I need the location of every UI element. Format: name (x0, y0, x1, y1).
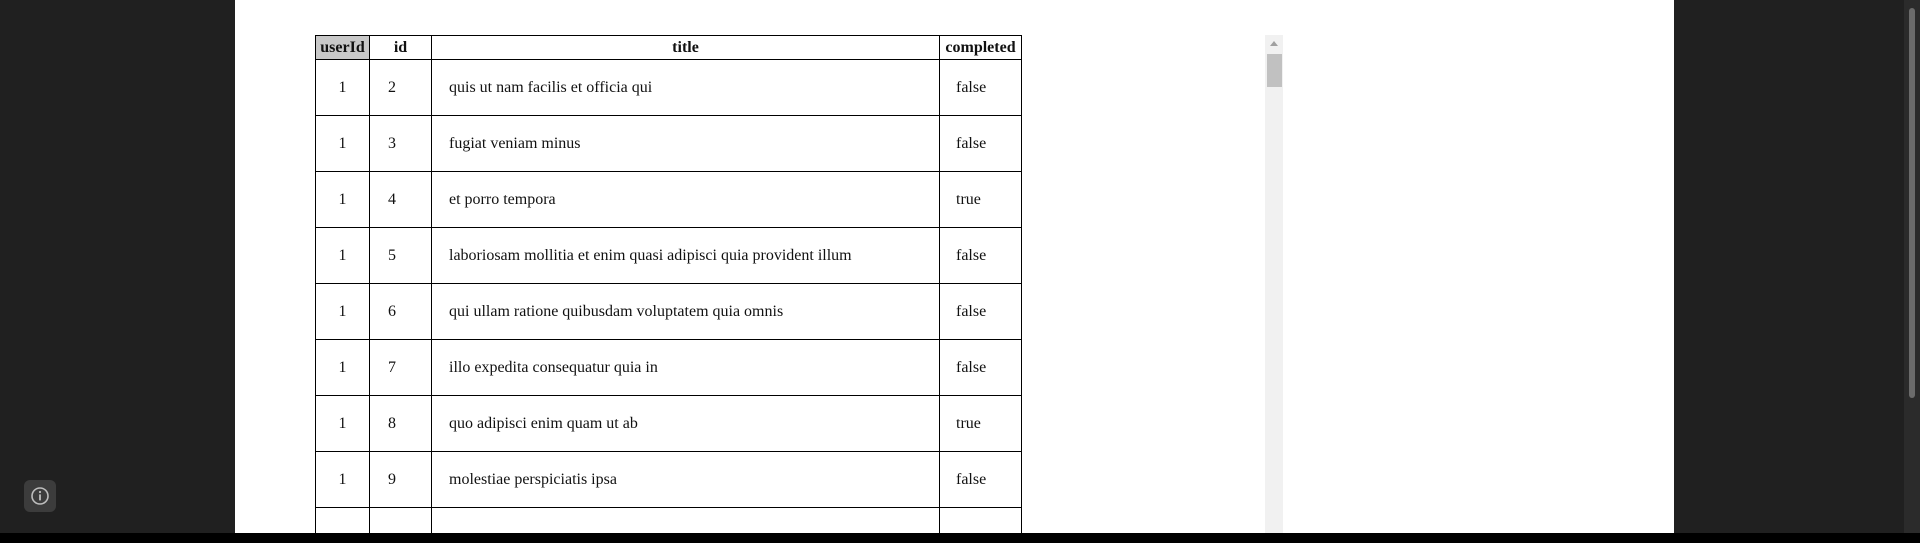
cell-completed: false (940, 340, 1022, 396)
cell-userid: 1 (316, 340, 370, 396)
cell-completed: true (940, 396, 1022, 452)
cell-title (432, 508, 940, 534)
header-title[interactable]: title (432, 36, 940, 60)
cell-title: quo adipisci enim quam ut ab (432, 396, 940, 452)
cell-userid (316, 508, 370, 534)
cell-title: et porro tempora (432, 172, 940, 228)
cell-title: qui ullam ratione quibusdam voluptatem quia omnis (432, 284, 940, 340)
table-container (315, 35, 1055, 533)
table-row (316, 60, 1022, 116)
left-margin (0, 0, 235, 533)
info-icon (30, 486, 50, 506)
window-scrollbar-thumb[interactable] (1909, 8, 1915, 398)
table-scrollbar[interactable] (1265, 35, 1283, 533)
cell-id: 6 (370, 284, 432, 340)
table-row (316, 340, 1022, 396)
header-id[interactable]: id (370, 36, 432, 60)
table-row (316, 452, 1022, 508)
cell-id: 8 (370, 396, 432, 452)
todos-table (315, 35, 1022, 533)
info-button[interactable] (24, 480, 56, 512)
cell-title: illo expedita consequatur quia in (432, 340, 940, 396)
cell-id: 5 (370, 228, 432, 284)
cell-title: molestiae perspiciatis ipsa (432, 452, 940, 508)
cell-completed: false (940, 452, 1022, 508)
cell-completed: false (940, 284, 1022, 340)
cell-userid: 1 (316, 228, 370, 284)
cell-completed: false (940, 60, 1022, 116)
cell-title: laboriosam mollitia et enim quasi adipisci quia provident illum (432, 228, 940, 284)
cell-id (370, 508, 432, 534)
cell-userid: 1 (316, 396, 370, 452)
cell-title: quis ut nam facilis et officia qui (432, 60, 940, 116)
cell-title: fugiat veniam minus (432, 116, 940, 172)
cell-completed (940, 508, 1022, 534)
table-header-row (316, 36, 1022, 60)
cell-userid: 1 (316, 452, 370, 508)
table-scrollbar-thumb[interactable] (1267, 54, 1282, 87)
cell-userid: 1 (316, 60, 370, 116)
table-body (316, 60, 1022, 534)
bottom-strip (0, 533, 1920, 543)
page-content (235, 0, 1674, 533)
table-row (316, 172, 1022, 228)
table-row (316, 284, 1022, 340)
table-row-partial (316, 508, 1022, 534)
table-row (316, 228, 1022, 284)
table-row (316, 116, 1022, 172)
scroll-up-arrow-icon[interactable] (1270, 41, 1278, 46)
header-userid[interactable]: userId (316, 36, 370, 60)
table-row (316, 396, 1022, 452)
cell-id: 2 (370, 60, 432, 116)
header-completed[interactable]: completed (940, 36, 1022, 60)
cell-userid: 1 (316, 172, 370, 228)
cell-userid: 1 (316, 116, 370, 172)
cell-completed: false (940, 116, 1022, 172)
cell-id: 3 (370, 116, 432, 172)
cell-id: 7 (370, 340, 432, 396)
right-margin (1674, 0, 1904, 533)
window-scrollbar[interactable] (1904, 0, 1920, 533)
cell-completed: true (940, 172, 1022, 228)
cell-completed: false (940, 228, 1022, 284)
cell-id: 4 (370, 172, 432, 228)
cell-userid: 1 (316, 284, 370, 340)
cell-id: 9 (370, 452, 432, 508)
